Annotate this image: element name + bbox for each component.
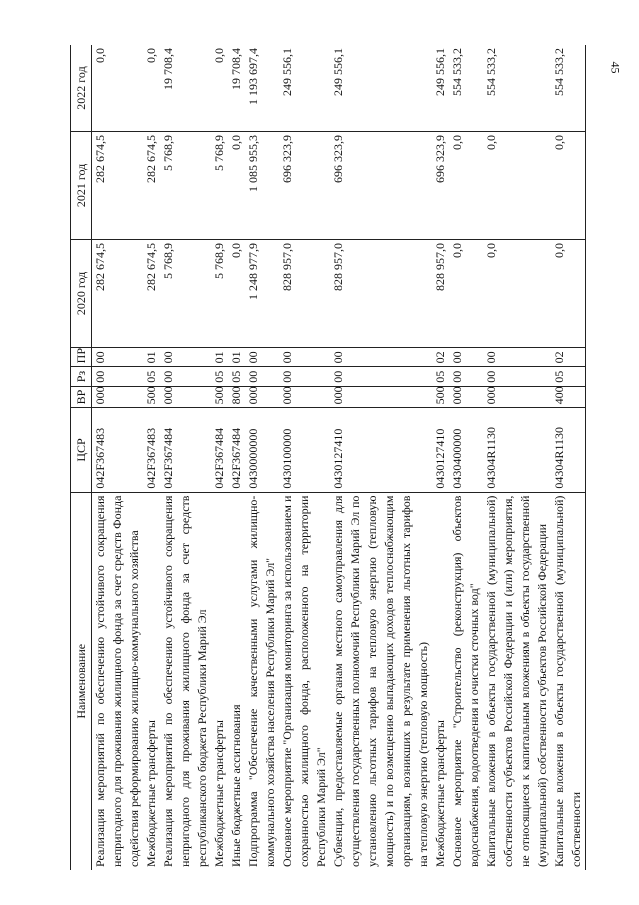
cell-csr: 042F367483 [92, 408, 144, 492]
cell-rz: 05 [432, 367, 449, 386]
cell-csr: 042F367483 [143, 408, 160, 492]
header-2022: 2022 год [71, 45, 92, 131]
header-vr: ВР [71, 386, 92, 408]
cell-2021: 696 323,9 [330, 131, 432, 239]
table-row [551, 45, 586, 870]
cell-2020: 828 957,0 [432, 239, 449, 347]
cell-rz: 00 [449, 367, 483, 386]
cell-csr: 0430100000 [279, 408, 330, 492]
cell-rz: 00 [279, 367, 330, 386]
cell-csr: 042F367484 [160, 408, 211, 492]
table-row [143, 45, 160, 870]
cell-2021: 0,0 [449, 131, 483, 239]
cell-2021: 1 085 955,3 [245, 131, 279, 239]
cell-2021: 282 674,5 [92, 131, 144, 239]
budget-table-rotated [70, 45, 610, 870]
cell-name: Иные бюджетные ассигнования [229, 704, 243, 867]
header-2021: 2021 год [71, 131, 92, 239]
cell-2022: 0,0 [211, 45, 228, 131]
cell-name: Основное мероприятие "Организация мониторинга за использованием и сохранностью жилищного фонда, расположенного на территории Республики Марий Эл" [280, 495, 328, 867]
cell-2022: 19 708,4 [228, 45, 245, 131]
cell-csr: 0430000000 [245, 408, 279, 492]
cell-csr: 04304R1130 [483, 408, 551, 492]
header-2020: 2020 год [71, 239, 92, 347]
cell-2022: 0,0 [92, 45, 144, 131]
cell-2022: 1 193 697,4 [245, 45, 279, 131]
header-name: Наименование [71, 492, 92, 870]
cell-pr: 00 [160, 347, 211, 366]
cell-name: Субвенции, предоставляемые органам местного самоуправления для осуществления государственных полномочий Республики Марий Эл по установлению льготных тарифов на тепловую энергию (тепловую мощность) и по возмещению выпадающих доходов теплоснабжающим организациям, возникших в результате применения льготных тарифов на тепловую энергию (тепловую мощность) [331, 495, 430, 867]
cell-2022: 249 556,1 [432, 45, 449, 131]
table-row [432, 45, 449, 870]
cell-2022: 249 556,1 [330, 45, 432, 131]
cell-rz: 00 [160, 367, 211, 386]
cell-csr: 042F367484 [228, 408, 245, 492]
cell-name: Основное мероприятие "Строительство (реконструкция) объектов водоснабжения, водоотведения и очистки сточных вод" [450, 495, 481, 867]
cell-vr: 400 [551, 386, 586, 408]
cell-csr: 0430400000 [449, 408, 483, 492]
cell-rz: 00 [330, 367, 432, 386]
cell-2022: 19 708,4 [160, 45, 211, 131]
cell-name: Реализация мероприятий по обеспечению устойчивого сокращения непригодного для проживания жилищного фонда за счет средств республиканского бюджета Республики Марий Эл [161, 495, 209, 867]
cell-pr: 02 [551, 347, 586, 366]
cell-name: Межбюджетные трансферты [212, 720, 226, 867]
cell-rz: 05 [211, 367, 228, 386]
cell-2021: 0,0 [228, 131, 245, 239]
cell-2020: 0,0 [551, 239, 586, 347]
cell-pr: 00 [245, 347, 279, 366]
cell-pr: 01 [211, 347, 228, 366]
cell-rz: 00 [483, 367, 551, 386]
cell-2020: 828 957,0 [330, 239, 432, 347]
cell-vr: 000 [245, 386, 279, 408]
cell-vr: 000 [330, 386, 432, 408]
table-row [92, 45, 144, 870]
cell-2020: 5 768,9 [211, 239, 228, 347]
cell-2021: 5 768,9 [211, 131, 228, 239]
cell-rz: 05 [551, 367, 586, 386]
cell-pr: 00 [449, 347, 483, 366]
cell-pr: 00 [279, 347, 330, 366]
cell-2021: 0,0 [483, 131, 551, 239]
cell-vr: 500 [143, 386, 160, 408]
cell-vr: 000 [449, 386, 483, 408]
cell-name: Капитальные вложения в объекты государственной (муниципальной) собственности [551, 492, 586, 870]
cell-2020: 5 768,9 [160, 239, 211, 347]
cell-2020: 828 957,0 [279, 239, 330, 347]
cell-rz: 05 [228, 367, 245, 386]
cell-name: Межбюджетные трансферты [144, 720, 158, 867]
cell-2022: 554 533,2 [449, 45, 483, 131]
table-row [330, 45, 432, 870]
header-pr: ПР [71, 347, 92, 366]
cell-2022: 554 533,2 [483, 45, 551, 131]
cell-2022: 0,0 [143, 45, 160, 131]
cell-vr: 000 [483, 386, 551, 408]
header-csr: ЦСР [71, 408, 92, 492]
table-row [483, 45, 551, 870]
table-row [211, 45, 228, 870]
cell-vr: 000 [92, 386, 144, 408]
table-row [245, 45, 279, 870]
cell-2022: 554 533,2 [551, 45, 586, 131]
cell-csr: 04304R1130 [551, 408, 586, 492]
cell-2020: 0,0 [483, 239, 551, 347]
cell-vr: 000 [279, 386, 330, 408]
cell-pr: 01 [228, 347, 245, 366]
table-row [279, 45, 330, 870]
table-row [228, 45, 245, 870]
cell-2020: 282 674,5 [92, 239, 144, 347]
table-header-row [71, 45, 92, 870]
table-row [160, 45, 211, 870]
cell-2020: 0,0 [228, 239, 245, 347]
header-rz: Рз [71, 367, 92, 386]
cell-rz: 00 [245, 367, 279, 386]
cell-pr: 01 [143, 347, 160, 366]
cell-2020: 282 674,5 [143, 239, 160, 347]
cell-pr: 00 [330, 347, 432, 366]
cell-csr: 042F367484 [211, 408, 228, 492]
cell-2022: 249 556,1 [279, 45, 330, 131]
cell-2020: 0,0 [449, 239, 483, 347]
cell-name: Подпрограмма "Обеспечение качественными услугами жилищно-коммунального хозяйства населения Республики Марий Эл" [246, 495, 277, 867]
cell-csr: 0430127410 [330, 408, 432, 492]
cell-rz: 05 [143, 367, 160, 386]
cell-rz: 00 [92, 367, 144, 386]
cell-pr: 00 [483, 347, 551, 366]
cell-name: Межбюджетные трансферты [433, 720, 447, 867]
budget-table [70, 45, 586, 870]
cell-2021: 5 768,9 [160, 131, 211, 239]
cell-vr: 000 [160, 386, 211, 408]
cell-pr: 00 [92, 347, 144, 366]
page-number: 45 [608, 61, 623, 74]
cell-name: Реализация мероприятий по обеспечению устойчивого сокращения непригодного для проживания жилищного фонда за счет средств Фонда содействия реформированию жилищно-коммунального хозяйства [93, 495, 141, 867]
cell-2020: 1 248 977,9 [245, 239, 279, 347]
cell-2021: 0,0 [551, 131, 586, 239]
cell-vr: 500 [211, 386, 228, 408]
cell-vr: 500 [432, 386, 449, 408]
cell-2021: 282 674,5 [143, 131, 160, 239]
cell-2021: 696 323,9 [279, 131, 330, 239]
cell-vr: 800 [228, 386, 245, 408]
table-row [449, 45, 483, 870]
cell-name: Капитальные вложения в объекты государственной (муниципальной) собственности субъектов Российской Федерации и (или) мероприятия, не относящиеся к капитальным вложениям в объекты государственной (муниципальной) собственности субъектов Российской Федерации [484, 495, 549, 867]
cell-2021: 696 323,9 [432, 131, 449, 239]
cell-pr: 02 [432, 347, 449, 366]
cell-csr: 0430127410 [432, 408, 449, 492]
